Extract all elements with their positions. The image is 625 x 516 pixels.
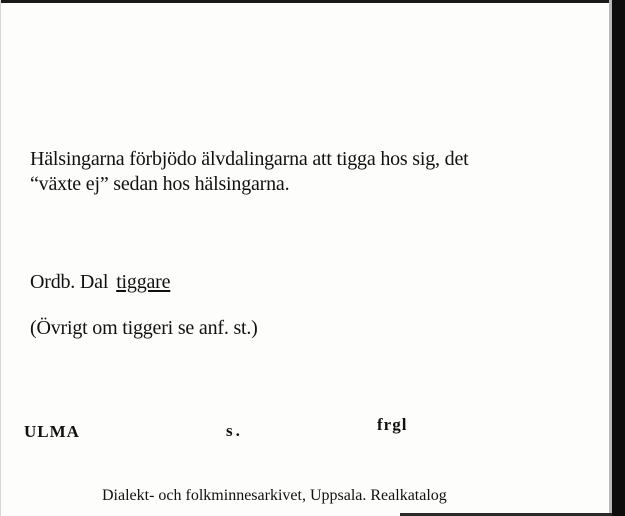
reference-prefix: Ordb. Dal	[30, 271, 109, 293]
dictionary-reference	[30, 270, 170, 294]
card-text-line-1: Hälsingarna förbjödo älvdalingarna att tigga hos sig, det	[30, 148, 469, 170]
card-note: (Övrigt om tiggeri se anf. st.)	[30, 317, 258, 339]
page-abbreviation: s.	[226, 421, 243, 440]
card-right-edge	[612, 0, 625, 516]
card-text-line-2: “växte ej” sedan hos hälsingarna.	[30, 173, 290, 195]
reference-word: tiggare	[116, 271, 171, 293]
card-left-edge	[0, 0, 1, 516]
card-top-edge	[0, 0, 612, 3]
archive-name: Dialekt- och folkminnesarkivet, Uppsala. Realkatalog	[102, 487, 447, 504]
topic-abbreviation: frgl	[377, 415, 408, 434]
archive-code: ULMA	[24, 422, 80, 441]
